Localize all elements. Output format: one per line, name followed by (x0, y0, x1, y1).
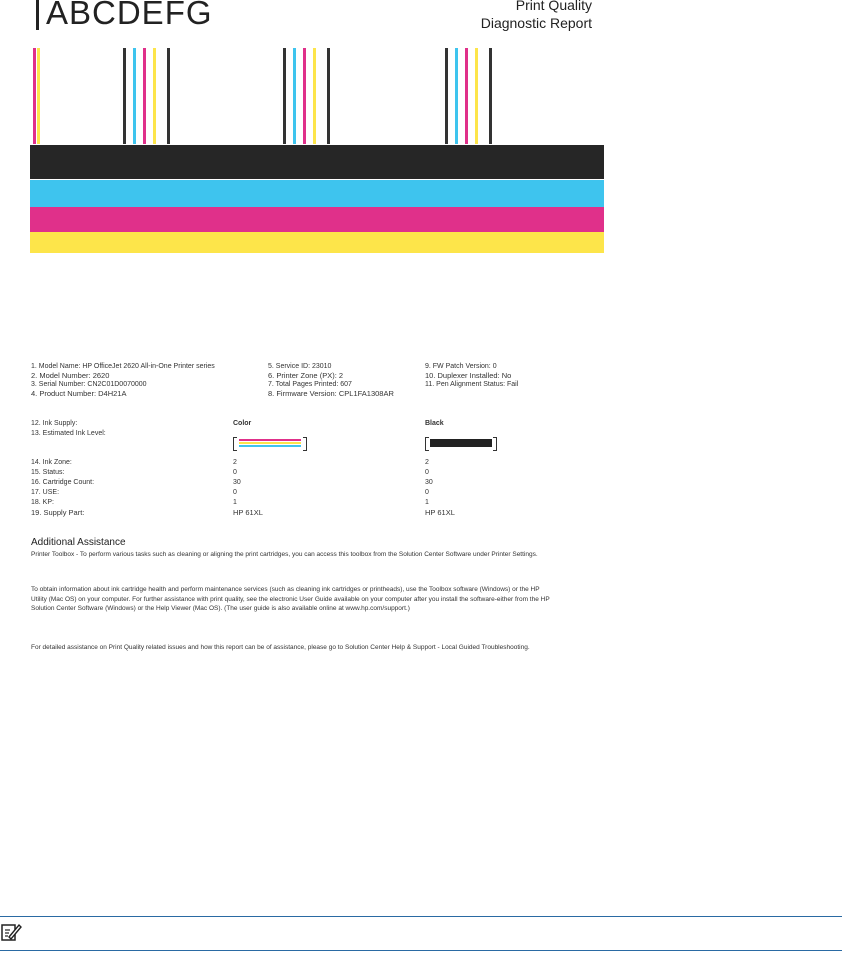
line-magenta (303, 48, 306, 144)
line-cyan (133, 48, 136, 144)
line-black (327, 48, 330, 144)
magenta-band (30, 207, 604, 232)
line-magenta (465, 48, 468, 144)
ink-row-label: 14. Ink Zone: (31, 459, 72, 466)
ink-row-black: HP 61XL (425, 508, 455, 517)
total-pages: 7. Total Pages Printed: 607 (268, 381, 352, 388)
serial-number: 3. Serial Number: CN2C01D0070000 (31, 381, 147, 388)
duplexer-installed: 10. Duplexer Installed: No (425, 371, 512, 380)
magenta-level (239, 439, 301, 441)
info-col-3 (425, 362, 518, 389)
ink-supply-label: 12. Ink Supply: (31, 420, 78, 427)
estimated-ink-level-label: 13. Estimated Ink Level: (31, 430, 106, 437)
report-font-sample: ABCDEFG (46, 0, 213, 31)
ink-row-color: 0 (233, 489, 237, 496)
ink-row-color: 0 (233, 469, 237, 476)
ink-row-black: 30 (425, 479, 433, 486)
ink-row-black: 1 (425, 499, 429, 506)
assistance-paragraph-2: To obtain information about ink cartridge health and perform maintenance services (such as cleaning ink cartridges or printheads), use the Toolbox software (Windows) or the HP Utility (Mac OS) on your computer. For further assistance with print quality, see the electronic User Guide available on your computer after you install the software-either from the HP Solution Center Software (Windows) or the Help Viewer (Mac OS). (The user guide is also available online at www.hp.com/support.) (31, 586, 550, 612)
service-id: 5. Service ID: 23010 (268, 363, 332, 370)
gauge-bracket-left (233, 437, 237, 451)
assistance-paragraph-1: Printer Toolbox - To perform various tasks such as cleaning or aligning the print cartridges, you can access this toolbox from the Solution Center Software under Printer Settings. (31, 551, 538, 558)
gauge-bracket-left (425, 437, 429, 451)
line-black (167, 48, 170, 144)
ink-row-label: 15. Status: (31, 469, 65, 476)
color-ink-gauge (233, 437, 307, 449)
note-top-rule (0, 916, 842, 917)
line-cyan (293, 48, 296, 144)
ink-row-label: 16. Cartridge Count: (31, 479, 95, 486)
model-number: 2. Model Number: 2620 (31, 371, 110, 380)
line-yellow (475, 48, 478, 144)
ink-row-color: 1 (233, 499, 237, 506)
printer-zone: 6. Printer Zone (PX): 2 (268, 371, 344, 380)
report-title (481, 0, 592, 32)
color-column-header: Color (233, 420, 252, 427)
ink-row (31, 468, 551, 478)
ink-row-label: 19. Supply Part: (31, 508, 85, 517)
ink-row-color: HP 61XL (233, 508, 263, 517)
ink-row-color: 30 (233, 479, 241, 486)
ink-row-color: 2 (233, 459, 237, 466)
line-black (283, 48, 286, 144)
assistance-paragraph-3: For detailed assistance on Print Quality related issues and how this report can be of assistance, please go to Solution Center Help & Support - Local Guided Troubleshooting. (31, 644, 530, 651)
title-bar-mark (36, 0, 39, 30)
ink-row-label: 18. KP: (31, 499, 54, 506)
report-title-line2: Diagnostic Report (480, 15, 592, 31)
firmware-version: 8. Firmware Version: CPL1FA1308AR (268, 389, 394, 398)
ink-rows (31, 458, 551, 518)
line-yellow (153, 48, 156, 144)
ink-row (31, 508, 551, 518)
product-number: 4. Product Number: D4H21A (31, 389, 127, 398)
cyan-band (30, 180, 604, 207)
note-pencil-icon (0, 921, 22, 943)
line-black (445, 48, 448, 144)
line-yellow (37, 48, 40, 144)
line-magenta (143, 48, 146, 144)
fw-patch-version: 9. FW Patch Version: 0 (425, 363, 497, 370)
ink-row (31, 498, 551, 508)
color-ink-fill (239, 439, 301, 447)
yellow-band (30, 232, 604, 253)
ink-row (31, 488, 551, 498)
line-cyan (455, 48, 458, 144)
line-magenta (33, 48, 36, 144)
info-col-2 (268, 362, 394, 398)
info-col-1 (31, 362, 215, 398)
report-title-line1: Print Quality (515, 0, 592, 13)
black-ink-gauge (425, 437, 497, 449)
ink-row-black: 0 (425, 469, 429, 476)
ink-row (31, 478, 551, 488)
model-name: 1. Model Name: HP OfficeJet 2620 All-in-One Printer series (31, 363, 215, 370)
cyan-level (239, 445, 301, 447)
black-column-header: Black (425, 420, 444, 427)
line-black (489, 48, 492, 144)
black-band (30, 145, 604, 179)
additional-assistance-title: Additional Assistance (31, 537, 126, 548)
ink-row (31, 458, 551, 468)
ink-row-black: 0 (425, 489, 429, 496)
line-black (123, 48, 126, 144)
black-ink-fill (430, 439, 492, 447)
yellow-level (239, 442, 301, 444)
gauge-bracket-right (493, 437, 497, 451)
ink-row-label: 17. USE: (31, 489, 60, 496)
ink-row-black: 2 (425, 459, 429, 466)
pen-alignment-status: 11. Pen Alignment Status: Fail (425, 381, 519, 388)
gauge-bracket-right (303, 437, 307, 451)
line-yellow (313, 48, 316, 144)
note-bottom-rule (0, 950, 842, 951)
